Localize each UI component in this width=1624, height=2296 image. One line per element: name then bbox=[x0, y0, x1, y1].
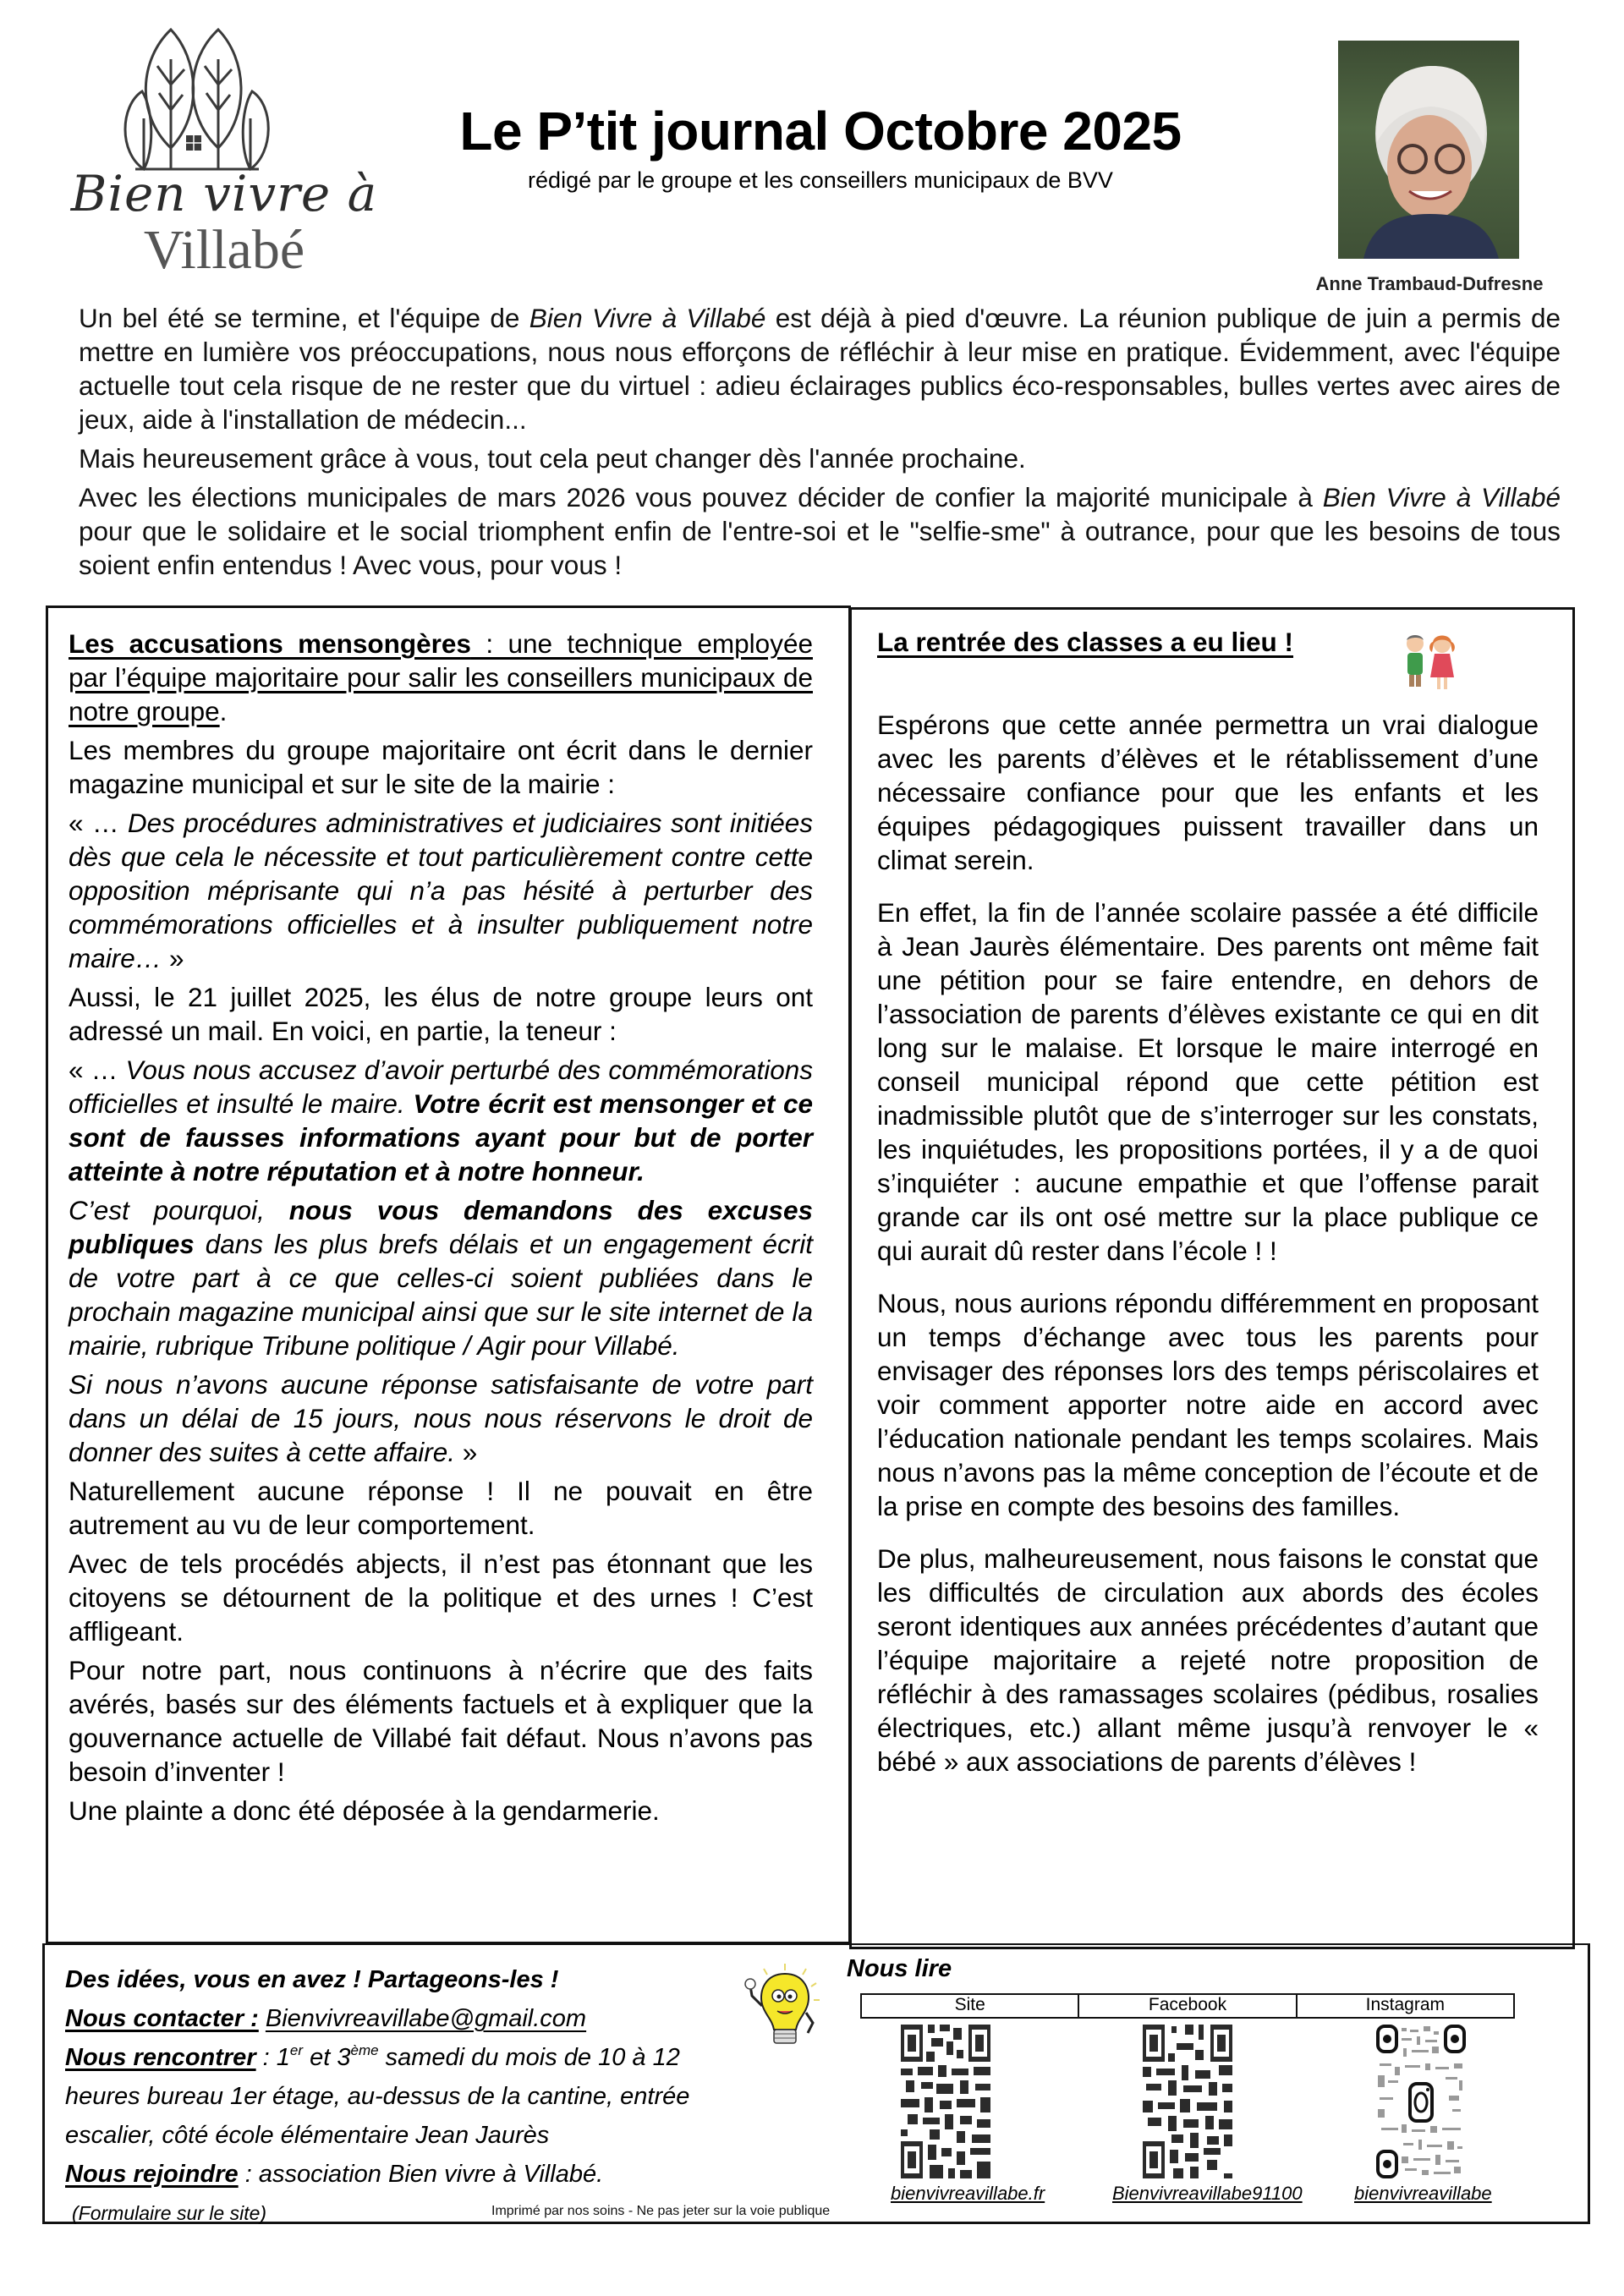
channels-header-row bbox=[860, 1993, 1515, 2019]
logo-script-text: Bien vivre à bbox=[70, 165, 378, 222]
right-paragraph-2: En effet, la fin de l’année scolaire passée a été difficile à Jean Jaurès élémentaire. Des parents ont même fait une pétition pour se faire entendre, en dehors de l’association de parents d’élèves existante ce qui en dit long sur le malaise. Et lorsque le maire interrogé en conseil municipal répond que cette pétition est inadmissible plutôt que de s’interroger sur les constats, les inquiétudes, les propositions portées, il y a de quoi s’inquiéter : aucune empathie et que l’offense parait grande car ils ont osé mettre sur la place publique ce qui aurait dû rester dans l’école ! ! bbox=[877, 897, 1539, 1266]
right-paragraph-1: Espérons que cette année permettra un vrai dialogue avec les parents d’élèves et le rétablissement d’une nécessaire confiance pour que les enfants et les équipes pédagogiques puissent travailler dans un climat serein. bbox=[877, 710, 1539, 875]
left-paragraph-1: Les membres du groupe majoritaire ont écrit dans le dernier magazine municipal et sur le site de la mairie : bbox=[69, 735, 813, 799]
contact-info bbox=[65, 1960, 742, 2233]
left-article bbox=[69, 627, 813, 1827]
join-line: Nous rejoindre : association Bien vivre à Villabé. bbox=[65, 2161, 604, 2188]
channel-header-site: Site bbox=[862, 1995, 1079, 2017]
right-article-title: La rentrée des classes a eu lieu ! bbox=[877, 627, 1294, 657]
left-quote-1: « … Des procédures administratives et judiciaires sont initiées dès que cela le nécessite et tout particulièrement contre cette opposition méprisante qui n’a pas hésité à perturber des commémorations officielles et à insulter publiquement notre maire… » bbox=[69, 808, 813, 973]
right-article-box bbox=[849, 607, 1575, 1949]
printed-note: Imprimé par nos soins - Ne pas jeter sur la voie publique bbox=[491, 2204, 831, 2218]
page-subtitle: rédigé par le groupe et les conseillers municipaux de BVV bbox=[528, 167, 1113, 193]
instagram-link[interactable]: bienvivreavillabe bbox=[1354, 2183, 1492, 2204]
contact-line: Nous contacter : Bienvivreavillabe@gmail.com bbox=[65, 2005, 587, 2032]
site-link[interactable]: bienvivreavillabe.fr bbox=[891, 2183, 1045, 2204]
right-paragraph-3: Nous, nous aurions répondu différemment en proposant un temps d’échange avec tous les parents pour envisager des réponses lors des temps périscolaires et voir comment apporter notre aide en accord avec l’éducation nationale pendant les temps scolaires. Mais nous n’avons pas la même conception de l’écoute et de la prise en compte des besoins des familles. bbox=[877, 1288, 1539, 1521]
left-quote-4: Si nous n’avons aucune réponse satisfaisante de votre part dans un délai de 15 jours, nous nous réservons le droit de donner des suites à cette affaire. » bbox=[69, 1369, 813, 1467]
contact-email-link[interactable]: Bienvivreavillabe@gmail.com bbox=[265, 2005, 587, 2032]
left-paragraph-2: Aussi, le 21 juillet 2025, les élus de notre groupe leurs ont adressé un mail. En voici, en partie, la teneur : bbox=[69, 982, 813, 1046]
intro-paragraph-1: Un bel été se termine, et l'équipe de Bien Vivre à Villabé est déjà à pied d'œuvre. La réunion publique de juin a permis de mettre en lumière vos préoccupations, nous nous efforçons de réfléchir à leur mise en pratique. Évidemment, avec l'équipe actuelle tout cela risque de ne rester que du virtuel : adieu éclairages publics éco-responsables, bulles vertes avec aires de jeux, aide à l'installation de médecin... bbox=[79, 303, 1561, 435]
left-quote-3: C’est pourquoi, nous vous demandons des excuses publiques dans les plus brefs délais et un engagement écrit de votre part à ce que celles-ci soient publiées dans le prochain magazine municipal ainsi que sur le site internet de la mairie, rubrique Tribune politique / Agir pour Villabé. bbox=[69, 1195, 813, 1361]
bvv-logo bbox=[59, 25, 389, 279]
left-article-title: Les accusations mensongères : une technique employée par l’équipe majoritaire pour salir les conseillers municipaux de notre groupe. bbox=[69, 628, 813, 726]
left-quote-2: « … Vous nous accusez d’avoir perturbé des commémorations officielles et insulté le maire. Votre écrit est mensonger et ce sont de fausses informations ayant pour but de porter atteinte à notre réputation et à notre honneur. bbox=[69, 1055, 813, 1186]
channel-header-facebook: Facebook bbox=[1079, 1995, 1297, 2017]
channel-header-instagram: Instagram bbox=[1365, 1995, 1445, 2014]
lightbulb-mascot-icon bbox=[738, 1962, 831, 2055]
read-us-title: Nous lire bbox=[847, 1955, 952, 1982]
meet-line: Nous rencontrer : 1er et 3ème samedi du mois de 10 à 12 heures bureau 1er étage, au-dessus de la cantine, entrée escalier, côté école élémentaire Jean Jaurès bbox=[65, 2042, 690, 2149]
intro-paragraph-3: Avec les élections municipales de mars 2026 vous pouvez décider de confier la majorité municipale à Bien Vivre à Villabé pour que le solidaire et le social triomphent enfin de l'entre-soi et le "selfie-sme" à outrance, pour que les besoins de tous soient enfin entendus ! Avec vous, pour vous ! bbox=[79, 482, 1561, 580]
left-paragraph-3: Naturellement aucune réponse ! Il ne pouvait en être autrement au vu de leur comportement. bbox=[69, 1476, 813, 1540]
left-paragraph-6: Une plainte a donc été déposée à la gendarmerie. bbox=[69, 1795, 660, 1826]
left-paragraph-4: Avec de tels procédés abjects, il n’est pas étonnant que les citoyens se détournent de la politique et des urnes ! C’est affligeant. bbox=[69, 1548, 813, 1647]
right-article bbox=[877, 708, 1539, 1778]
left-paragraph-5: Pour notre part, nous continuons à n’écrire que des faits avérés, basés sur des éléments factuels et à expliquer que la gouvernance actuelle de Villabé fait défaut. Nous n’avons pas besoin d’inventer ! bbox=[69, 1655, 813, 1787]
portrait-photo bbox=[1338, 41, 1519, 259]
facebook-qr-code-icon[interactable] bbox=[1143, 2025, 1232, 2178]
page-title: Le P’tit journal Octobre 2025 bbox=[459, 101, 1182, 162]
logo-town-text: Villabé bbox=[143, 219, 305, 281]
schoolchildren-icon bbox=[1395, 632, 1462, 696]
intro-text bbox=[79, 301, 1561, 587]
portrait-caption: Anne Trambaud-Dufresne bbox=[1315, 273, 1544, 294]
right-paragraph-4: De plus, malheureusement, nous faisons le constat que les difficultés de circulation aux abords des écoles seront identiques aux années précédentes d’autant que l’équipe majoritaire a rejeté notre proposition de réfléchir à des ramassages scolaires (pédibus, rosalies électriques, etc.) allant même jusqu’à renvoyer le « bébé » aux associations de parents d’élèves ! bbox=[877, 1543, 1539, 1777]
facebook-link[interactable]: Bienvivreavillabe91100 bbox=[1112, 2183, 1303, 2204]
slogan: Des idées, vous en avez ! Partageons-les ! bbox=[65, 1966, 559, 1993]
form-note: (Formulaire sur le site) bbox=[72, 2202, 267, 2224]
left-article-box bbox=[46, 606, 851, 1944]
intro-paragraph-2: Mais heureusement grâce à vous, tout cela peut changer dès l'année prochaine. bbox=[79, 443, 1026, 474]
instagram-qr-code-icon[interactable] bbox=[1376, 2025, 1466, 2178]
trees-house-icon bbox=[59, 25, 389, 173]
site-qr-code-icon[interactable] bbox=[901, 2025, 990, 2178]
contact-footer bbox=[42, 1943, 1590, 2224]
